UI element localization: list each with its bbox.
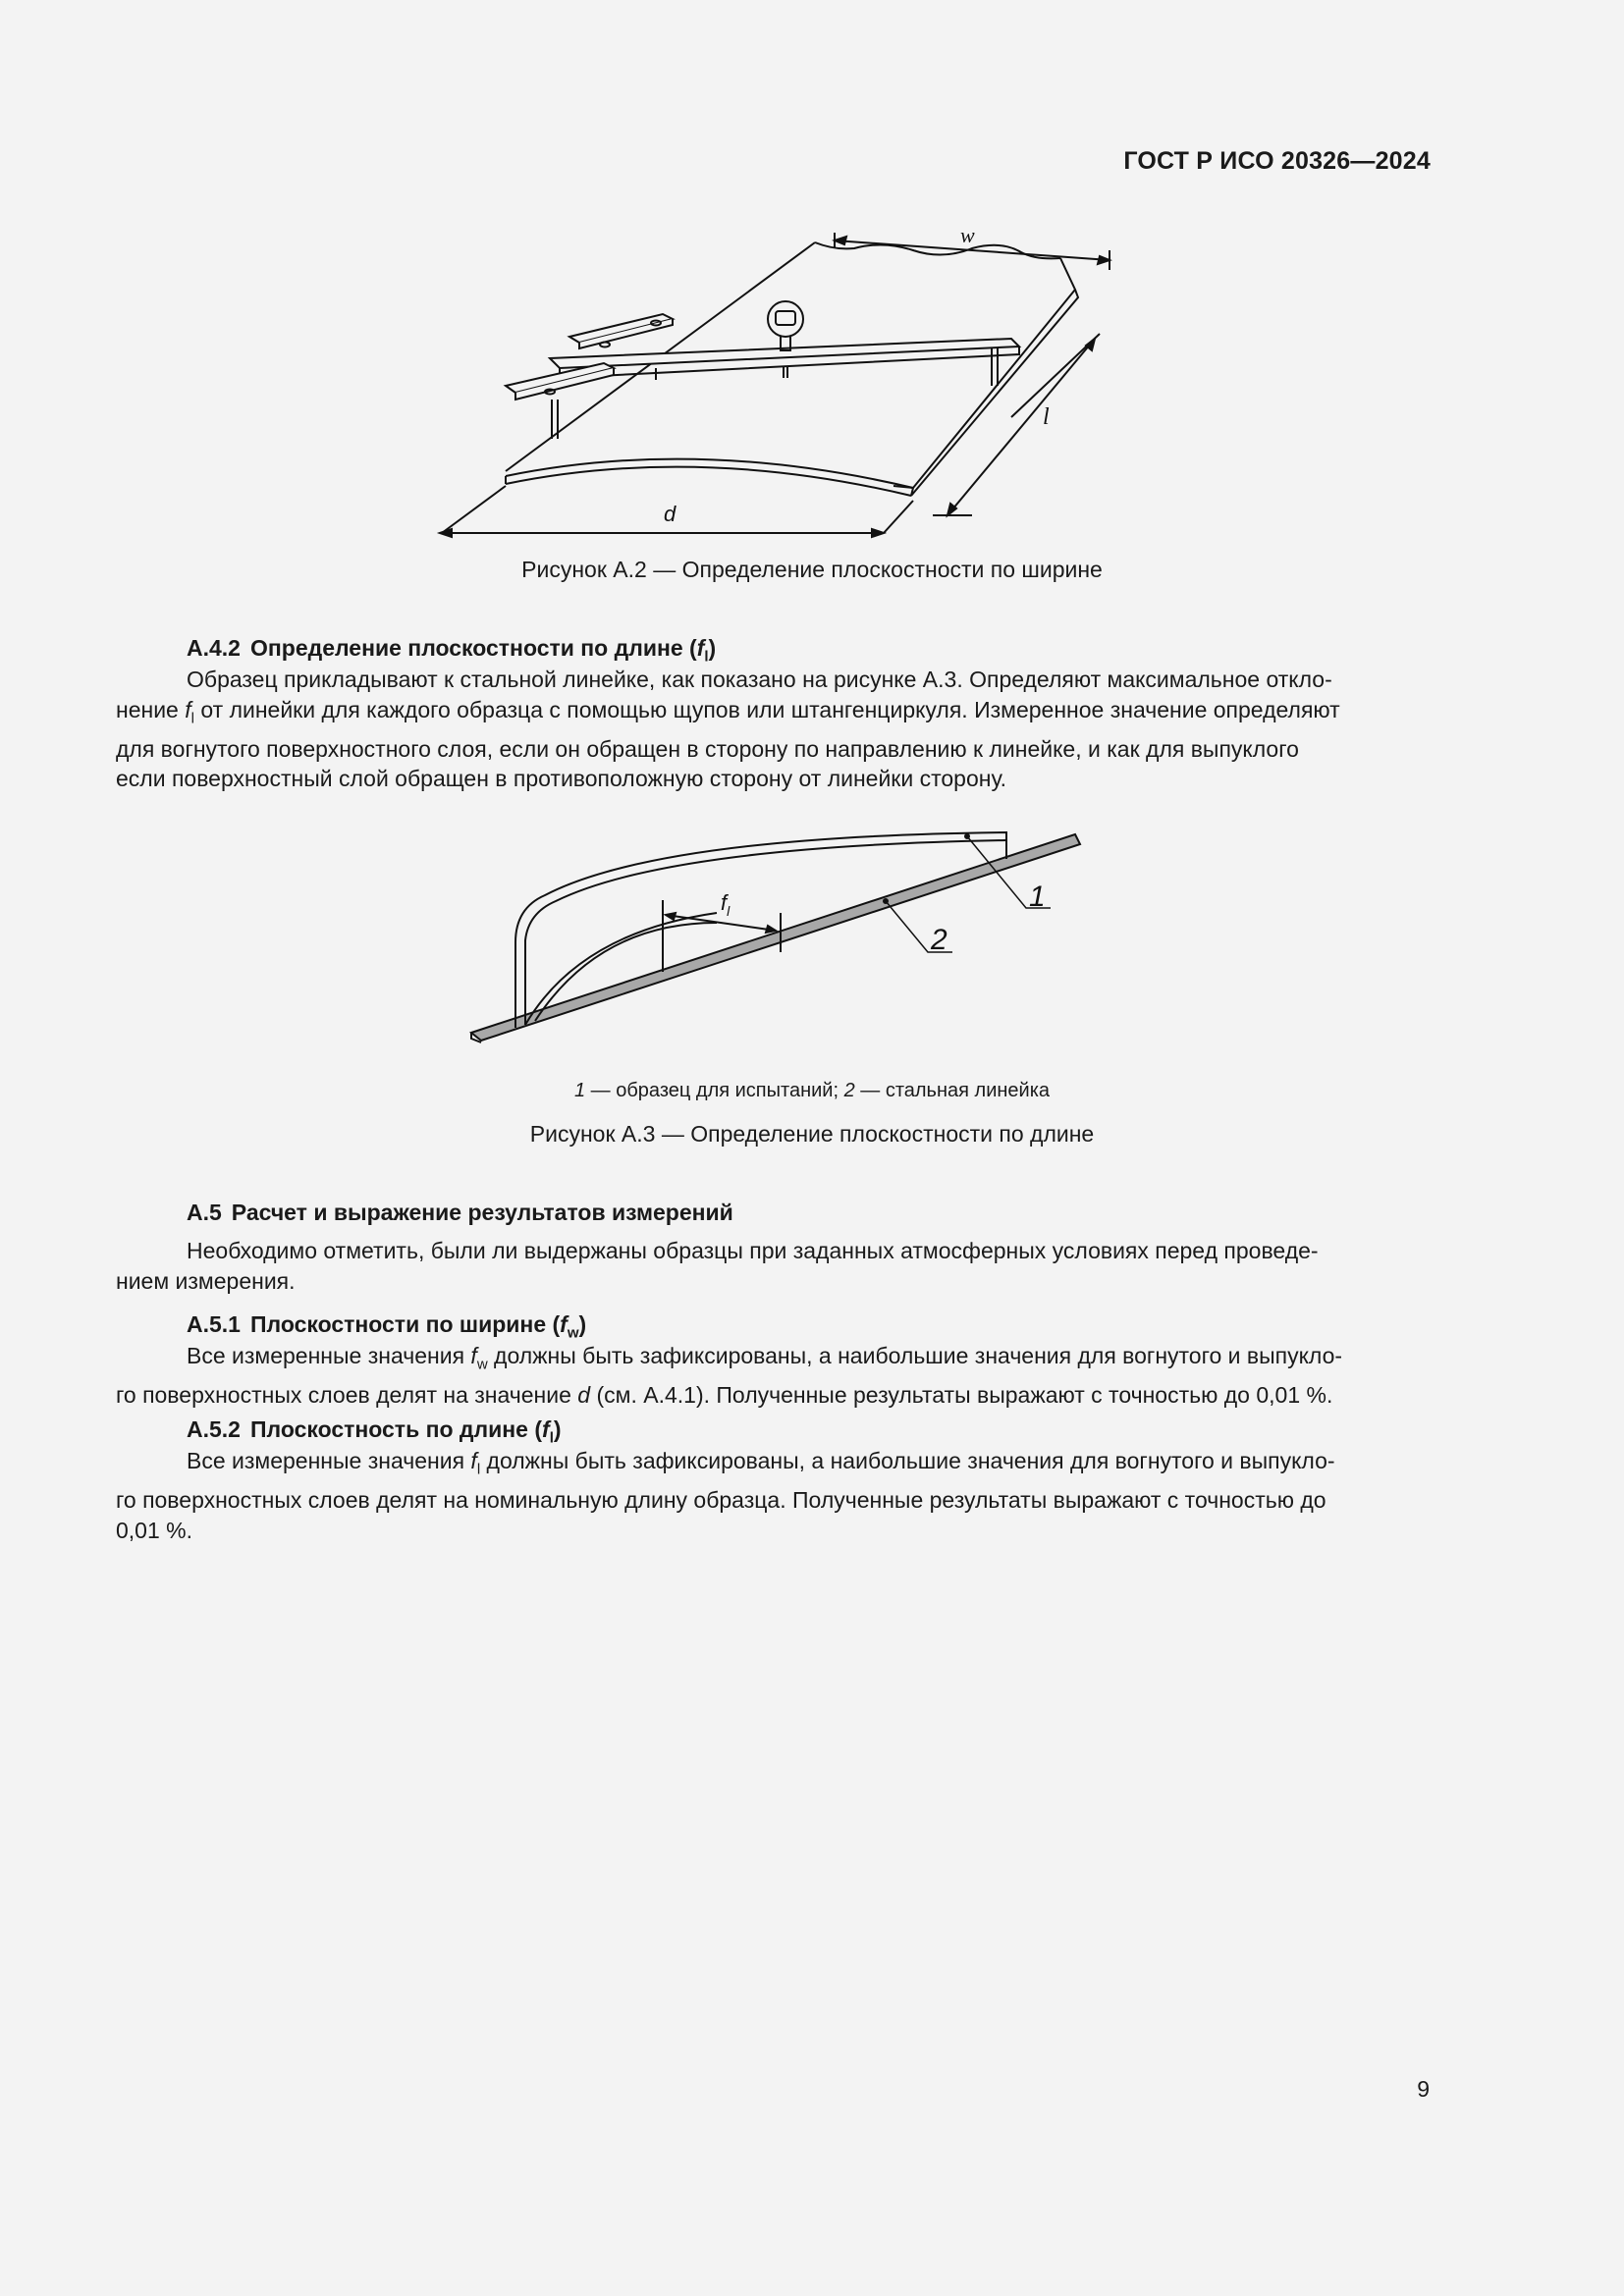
figure-a3-legend: 1 — образец для испытаний; 2 — стальная линейка — [573, 1080, 1051, 1101]
label-fl: $f_l$ — [721, 890, 731, 919]
measuring-bar — [550, 339, 1019, 368]
figure-a3-caption: Рисунок А.3 — Определение плоскостности по длине — [529, 1121, 1095, 1147]
sample-sheet-far-edge — [815, 242, 1060, 258]
label-1: 1 — [1029, 881, 1046, 913]
section-a5-body: Необходимо отметить, были ли выдержаны образцы при заданных атмосферных условиях перед проведе- нием измерения. — [116, 1238, 1319, 1294]
section-a5-heading: А.5 Расчет и выражение результатов измерений — [187, 1200, 733, 1225]
steel-ruler — [471, 834, 1080, 1041]
support-pin-left — [552, 400, 558, 439]
document-code: ГОСТ Р ИСО 20326—2024 — [1123, 147, 1431, 175]
label-2: 2 — [931, 924, 947, 956]
section-a52-body: Все измеренные значения $f_l$ должны быть зафиксированы, а наибольшие значения для вогнутого и выпукло- го поверхностных слоев делят на номинальную длину образца. Полученные результаты выражают с точностью до 0,01 %. — [116, 1448, 1335, 1543]
label-w: w — [960, 223, 975, 247]
section-a51-body: Все измеренные значения $f_w$ должны быть зафиксированы, а наибольшие значения для вогнутого и выпукло- го поверхностных слоев делят на значение d (см. А.4.1). Полученные результаты выражают с точностью до 0,01 %. — [116, 1343, 1343, 1409]
section-a42-heading: А.4.2 Определение плоскостности по длине $(f_l)$ — [187, 635, 717, 666]
page-number: 9 — [1417, 2076, 1430, 2102]
dial-gauge — [768, 301, 803, 337]
section-number: А.4.2 — [187, 635, 241, 661]
label-d: d — [664, 502, 677, 526]
figure-a2-caption: Рисунок А.2 — Определение плоскостности по ширине — [521, 557, 1103, 582]
figure-a3-drawing — [461, 815, 1090, 1050]
label-l: l — [1043, 404, 1050, 430]
sample-sheet-right-edge — [893, 258, 1075, 488]
figure-a2-drawing — [422, 221, 1129, 545]
section-a42-body: Образец прикладывают к стальной линейке, как показано на рисунке А.3. Определяют максимальное откло- нение $f_l$ от линейки для каждого образца с помощью щупов или штангенциркуля. Измеренное значение определяют для вогнутого поверхностного слоя, если он обращен в сторону по направлению к линейке, и как для выпуклого если поверхностный слой обращен в противоположную сторону от линейки сторону. — [116, 667, 1340, 792]
section-a52-heading: А.5.2 Плоскостность по длине $(f_l)$ — [187, 1416, 562, 1447]
section-a51-heading: А.5.1 Плоскостности по ширине $(f_w)$ — [187, 1311, 587, 1342]
